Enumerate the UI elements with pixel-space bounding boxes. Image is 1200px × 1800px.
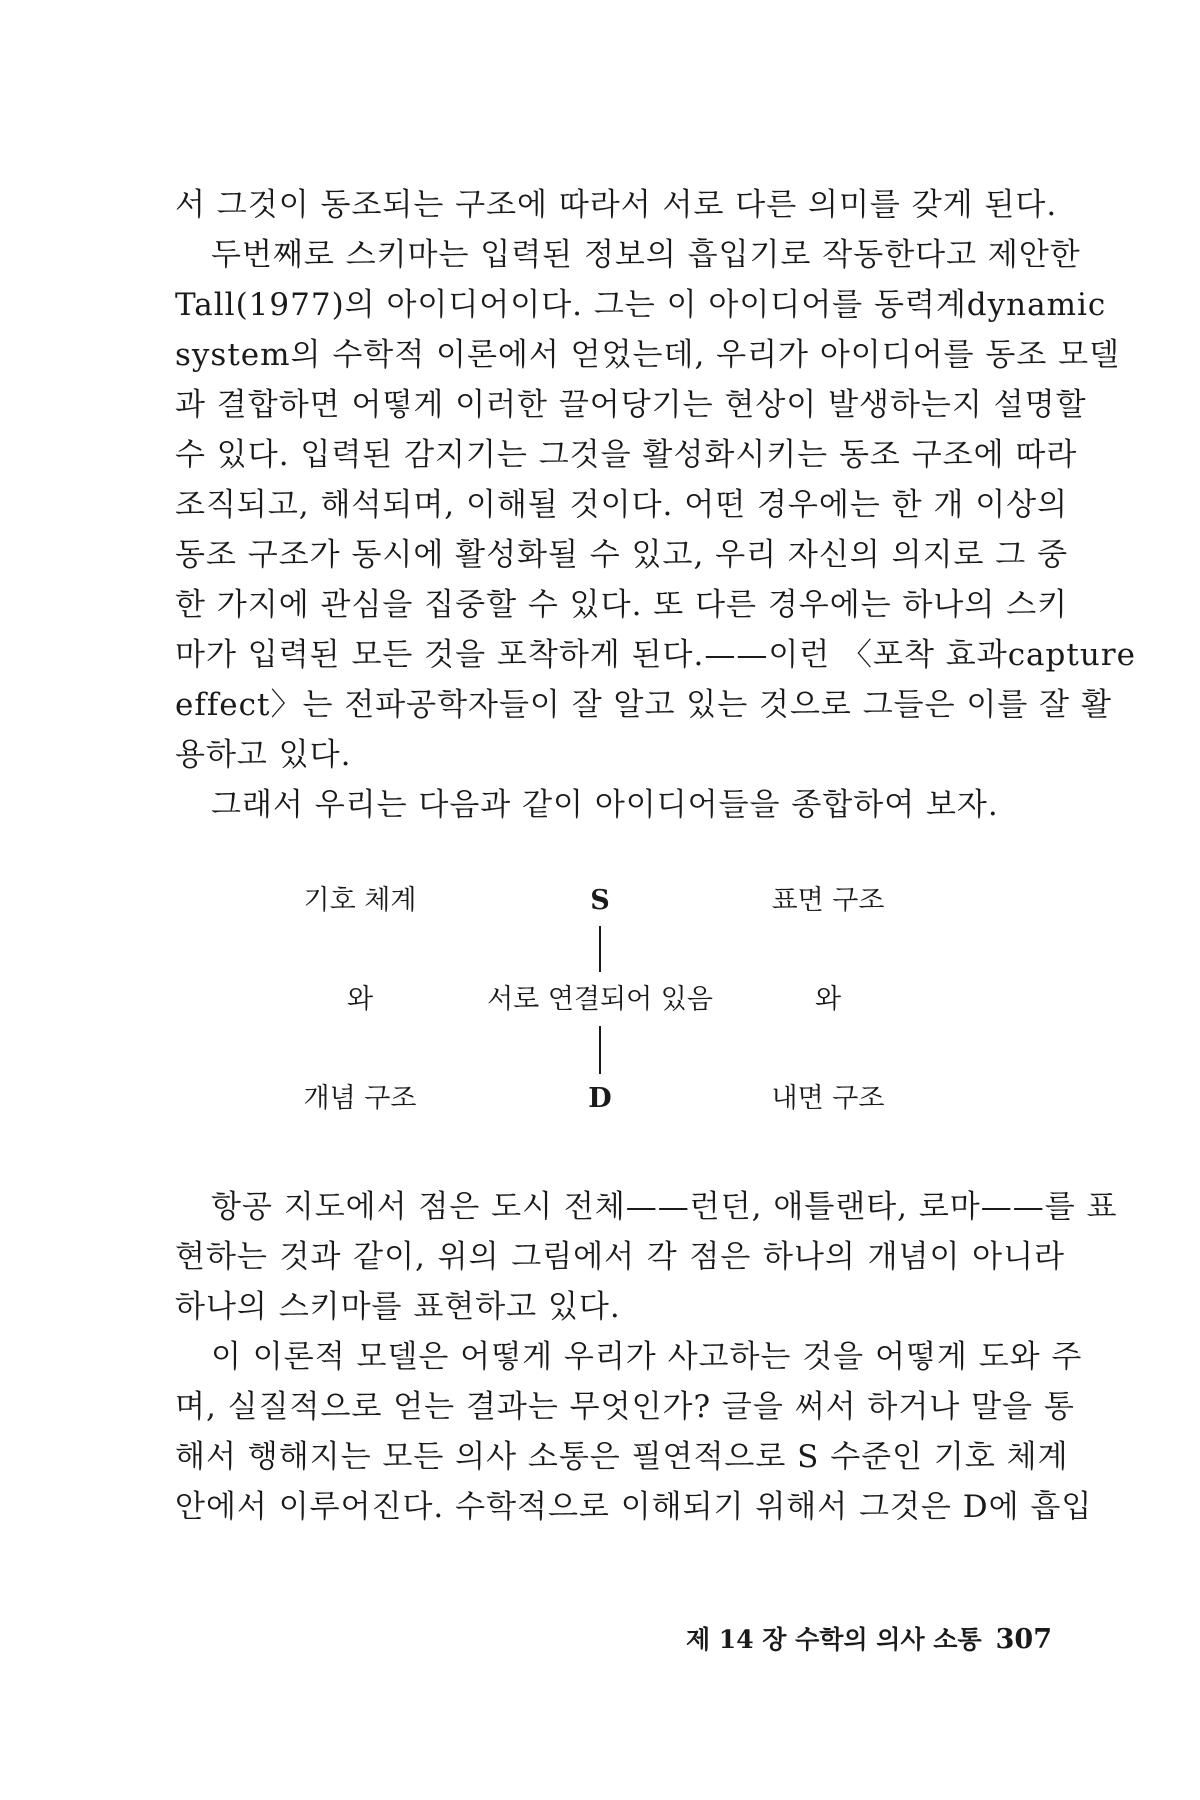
text-line: 안에서 이루어진다. 수학적으로 이해되기 위해서 그것은 D에 흡입	[175, 1489, 1093, 1525]
text-line: 조직되고, 해석되며, 이해될 것이다. 어떤 경우에는 한 개 이상의	[175, 487, 1069, 523]
diagram-connector-bottom	[599, 1026, 601, 1074]
text-line: 서 그것이 동조되는 구조에 따라서 서로 다른 의미를 갖게 된다.	[175, 187, 1058, 223]
diagram-connector-top	[599, 926, 601, 972]
text-line: effect〉는 전파공학자들이 잘 알고 있는 것으로 그들은 이를 잘 활	[175, 687, 1112, 723]
text-line: 과 결합하면 어떻게 이러한 끌어당기는 현상이 발생하는지 설명할	[175, 387, 1087, 423]
text-line: 이 이론적 모델은 어떻게 우리가 사고하는 것을 어떻게 도와 주	[211, 1339, 1083, 1375]
text-line: 그래서 우리는 다음과 같이 아이디어들을 종합하여 보자.	[211, 787, 999, 823]
page-footer	[686, 1623, 1052, 1657]
text-line: 수 있다. 입력된 감지기는 그것을 활성화시키는 동조 구조에 따라	[175, 437, 1078, 473]
diagram-label-d: D	[588, 1083, 612, 1114]
diagram-label-inner-structure: 내면 구조	[771, 1083, 885, 1114]
text-line: 현하는 것과 같이, 위의 그림에서 각 점은 하나의 개념이 아니라	[175, 1239, 1065, 1275]
diagram-label-surface-structure: 표면 구조	[771, 885, 885, 916]
text-line: 며, 실질적으로 얻는 결과는 무엇인가? 글을 써서 하거나 말을 통	[175, 1389, 1075, 1425]
text-line: 용하고 있다.	[175, 737, 352, 773]
text-line: 해서 행해지는 모든 의사 소통은 필연적으로 S 수준인 기호 체계	[175, 1439, 1069, 1475]
diagram-label-concept-structure: 개념 구조	[303, 1083, 417, 1114]
page-number: 307	[995, 1624, 1052, 1655]
diagram-label-symbol-system: 기호 체계	[303, 885, 417, 916]
diagram-label-left-and: 와	[346, 984, 374, 1015]
text-line: 항공 지도에서 점은 도시 전체——런던, 애틀랜타, 로마——를 표	[211, 1189, 1118, 1225]
diagram-label-right-and: 와	[814, 984, 842, 1015]
text-line: 동조 구조가 동시에 활성화될 수 있고, 우리 자신의 의지로 그 중	[175, 537, 1069, 573]
text-line: 하나의 스키마를 표현하고 있다.	[175, 1289, 621, 1325]
chapter-title: 제 14 장 수학의 의사 소통	[685, 1625, 982, 1654]
text-line: 마가 입력된 모든 것을 포착하게 된다.——이런 〈포착 효과capture	[175, 637, 1136, 673]
text-line: Tall(1977)의 아이디어이다. 그는 이 아이디어를 동력계dynamic	[175, 287, 1107, 323]
diagram-label-connected: 서로 연결되어 있음	[487, 984, 713, 1015]
text-line: 한 가지에 관심을 집중할 수 있다. 또 다른 경우에는 하나의 스키	[175, 587, 1069, 623]
text-line: system의 수학적 이론에서 얻었는데, 우리가 아이디어를 동조 모델	[175, 337, 1121, 373]
diagram-label-s: S	[590, 885, 610, 916]
text-line: 두번째로 스키마는 입력된 정보의 흡입기로 작동한다고 제안한	[211, 237, 1081, 273]
